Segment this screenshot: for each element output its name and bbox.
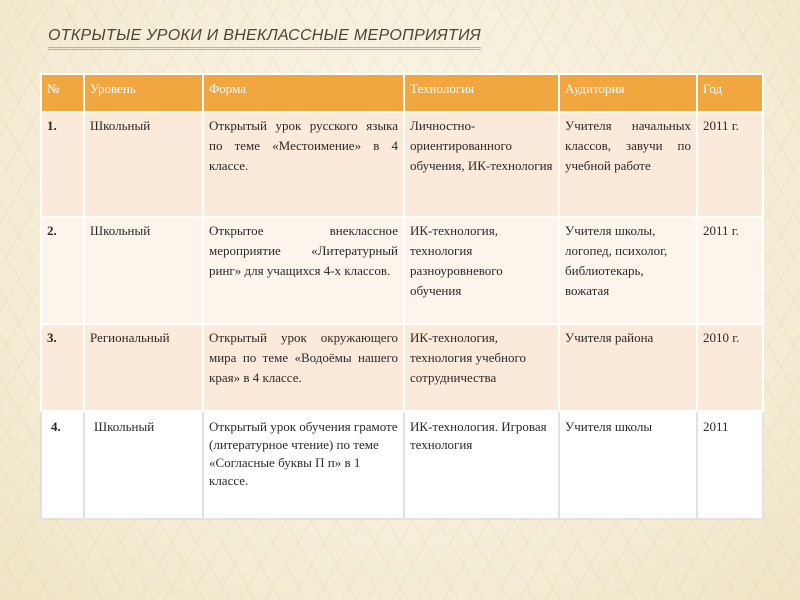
table-row [41,411,763,519]
row-technology: ИК-технология, технология учебного сотрудничества [404,324,559,411]
row-technology: Личностно-ориентированного обучения, ИК-технология [404,112,559,217]
row-level: Региональный [84,324,203,411]
header-level: Уровень [84,74,203,112]
row-audience: Учителя начальных классов, завучи по учебной работе [559,112,697,217]
row-form: Открытый урок окружающего мира по теме «Водоёмы нашего края» в 4 классе. [203,324,404,411]
header-year: Год [697,74,763,112]
header-audience: Аудитория [559,74,697,112]
table-row [41,324,763,411]
table-row [41,112,763,217]
header-technology: Технология [404,74,559,112]
row-number: 3. [41,324,84,411]
table-row [41,217,763,324]
header-form: Форма [203,74,404,112]
row-form: Открытый урок обучения грамоте (литературное чтение) по теме «Согласные буквы П п» в 1 классе. [203,411,404,519]
row-audience: Учителя школы, логопед, психолог, библиотекарь, вожатая [559,217,697,324]
row-number: 1. [41,112,84,217]
row-number: 4. [41,411,84,519]
row-level: Школьный [84,411,203,519]
row-technology: ИК-технология. Игровая технология [404,411,559,519]
row-level: Школьный [84,112,203,217]
row-year: 2011 г. [697,217,763,324]
events-table [40,73,764,520]
row-number: 2. [41,217,84,324]
row-audience: Учителя района [559,324,697,411]
table-header-row [41,74,763,112]
row-technology: ИК-технология, технология разноуровневого обучения [404,217,559,324]
row-form: Открытый урок русского языка по теме «Местоимение» в 4 классе. [203,112,404,217]
slide-title: ОТКРЫТЫЕ УРОКИ И ВНЕКЛАССНЫЕ МЕРОПРИЯТИЯ [48,27,481,50]
row-year: 2010 г. [697,324,763,411]
row-year: 2011 [697,411,763,519]
header-number: № [41,74,84,112]
row-audience: Учителя школы [559,411,697,519]
row-level: Школьный [84,217,203,324]
row-form: Открытое внеклассное мероприятие «Литературный ринг» для учащихся 4-х классов. [203,217,404,324]
row-year: 2011 г. [697,112,763,217]
